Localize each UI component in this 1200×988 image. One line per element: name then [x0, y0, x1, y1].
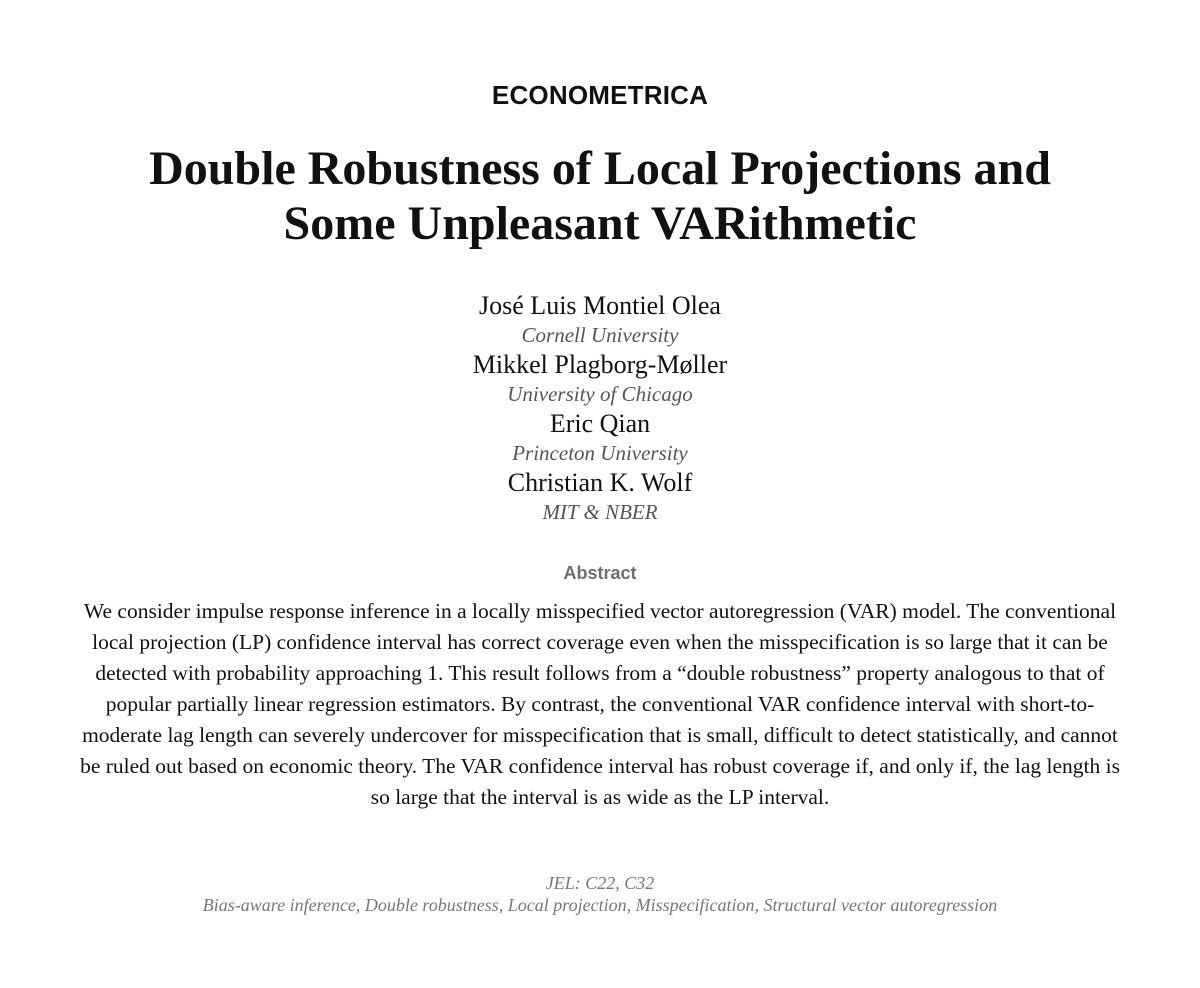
abstract-text: We consider impulse response inference in a locally misspecified vector autoregression (VAR) model. The conventional local projection (LP) confidence interval has correct coverage even when the misspecification is so large that it can be detected with probability approaching 1. This result follows from a “double robustness” property analogous to that of popular partially linear regression estimators. By contrast, the conventional VAR confidence interval with short-to-moderate lag length can severely undercover for misspecification that is small, difficult to detect statistically, and cannot be ruled out based on economic theory. The VAR confidence interval has robust coverage if, and only if, the lag length is so large that the interval is as wide as the LP interval.	[80, 599, 1120, 809]
author-affiliation: Cornell University	[521, 323, 679, 347]
author-block	[0, 290, 1200, 348]
author-affiliation: University of Chicago	[507, 382, 693, 406]
keywords: Bias-aware inference, Double robustness, Local projection, Misspecification, Structural vector autoregression	[202, 895, 998, 915]
abstract-heading: Abstract	[563, 563, 637, 583]
author-block	[0, 349, 1200, 407]
author-block	[0, 408, 1200, 466]
jel-codes: JEL: C22, C32	[545, 873, 655, 893]
paper-title	[100, 141, 1100, 251]
author-block	[0, 467, 1200, 525]
author-name: Christian K. Wolf	[507, 468, 693, 497]
author-affiliation: MIT & NBER	[542, 500, 658, 524]
author-name: Eric Qian	[549, 409, 651, 438]
paper-title-line-1: Double Robustness of Local Projections and	[149, 142, 1051, 195]
paper-title-line-2: Some Unpleasant VARithmetic	[283, 197, 917, 250]
author-name: Mikkel Plagborg-Møller	[472, 350, 728, 379]
journal-name: ECONOMETRICA	[491, 80, 709, 110]
author-affiliation: Princeton University	[512, 441, 688, 465]
author-list	[0, 290, 1200, 526]
author-name: José Luis Montiel Olea	[479, 291, 721, 320]
